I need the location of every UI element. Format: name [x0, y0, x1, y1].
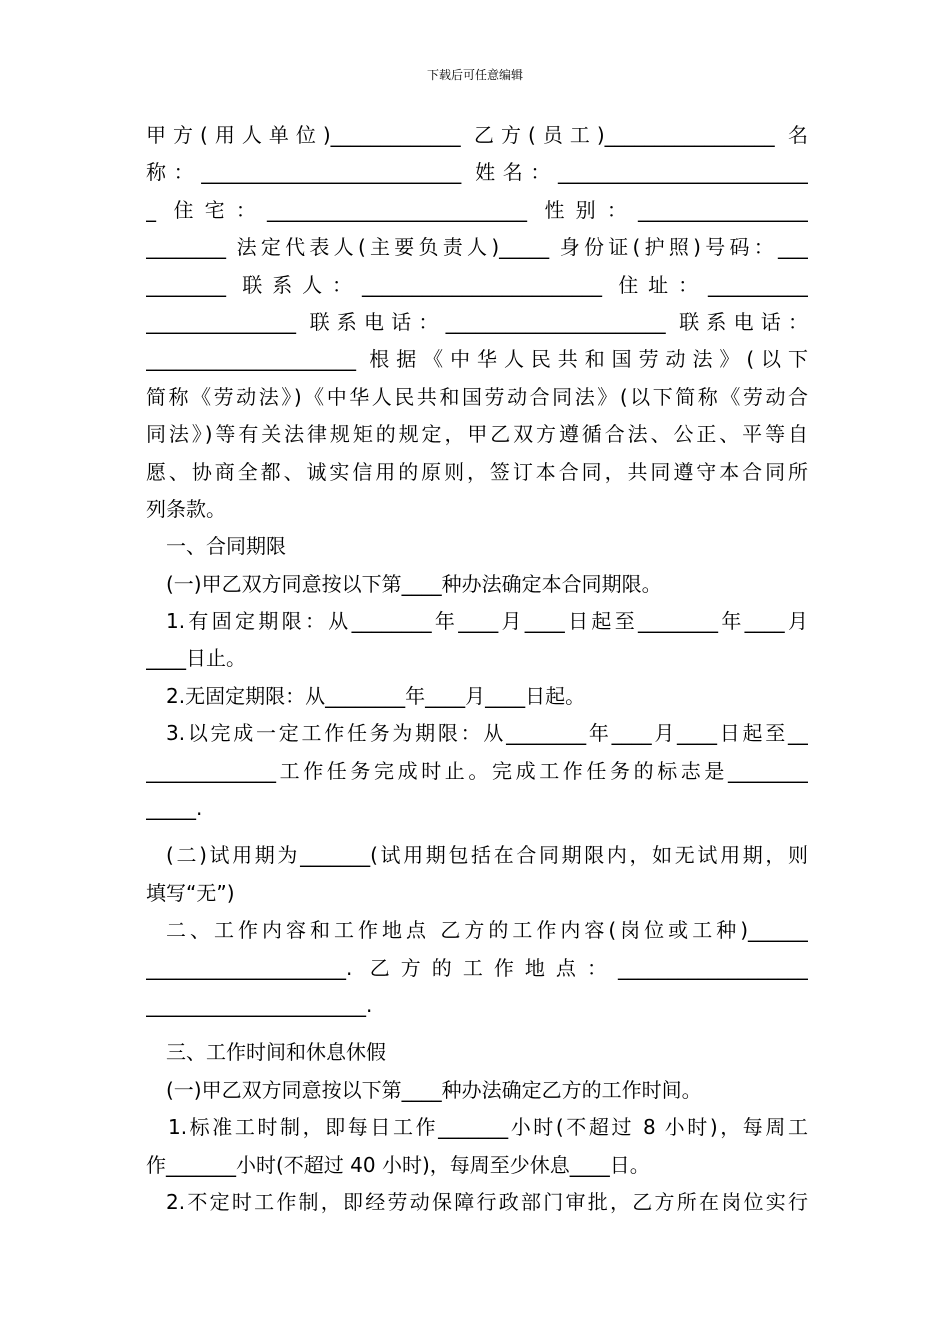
page-header: 下载后可任意编辑	[426, 68, 523, 82]
contract-body	[146, 117, 808, 1221]
text-line: 作_______小时(不超过 40 小时)，每周至少休息____日。	[146, 1152, 650, 1177]
text-line: ________ 联系人：________________________ 住址：__________	[146, 272, 808, 297]
text-line: ______________________.	[146, 992, 373, 1017]
section-heading: 二、工作内容和工作地点 乙方的工作内容(岗位或工种)______	[166, 918, 808, 943]
text-line: _______________ 联系电话：______________________ 联系电话：	[146, 309, 808, 334]
text-line: 同法》)等有关法律规矩的规定，甲乙双方遵循合法、公正、平等自	[146, 422, 808, 447]
text-line: 列条款。	[146, 496, 226, 521]
text-line: 愿、协商全都、诚实信用的原则，签订本合同，共同遵守本合同所	[146, 459, 808, 484]
text-line: 1.有固定期限：从________年____月____日起至________年____月	[166, 609, 808, 634]
section-heading: 三、工作时间和休息休假	[166, 1040, 386, 1065]
text-line: 2.无固定期限：从________年____月____日起。	[166, 683, 586, 708]
text-line: 1.标准工时制，即每日工作_______小时(不超过 8 小时)，每周工	[168, 1115, 808, 1140]
text-line: 称：__________________________ 姓名：_________________________	[146, 160, 808, 185]
text-line: 甲方(用人单位)_____________ 乙方(员工)_________________ 名	[146, 123, 808, 147]
text-line: ________ 法定代表人(主要负责人)_____ 身份证(护照)号码：___	[146, 235, 808, 260]
text-line: 2.不定时工作制，即经劳动保障行政部门审批，乙方所在岗位实行	[166, 1189, 808, 1214]
text-line: (二)试用期为_______(试用期包括在合同期限内，如无试用期，则	[166, 843, 808, 868]
text-line: (一)甲乙双方同意按以下第____种办法确定乙方的工作时间。	[166, 1077, 702, 1102]
text-line: 简称《劳动法》)《中华人民共和国劳动合同法》(以下简称《劳动合	[146, 384, 808, 409]
text-line: _ 住宅：__________________________ 性别：_________________	[146, 197, 808, 222]
section-heading: 一、合同期限	[166, 534, 286, 559]
text-line: _____.	[146, 796, 203, 821]
text-line: 3.以完成一定工作任务为期限：从________年____月____日起至__	[166, 721, 808, 746]
text-line: ____________________. 乙方的工作地点：___________________	[146, 955, 808, 980]
text-line: ____日止。	[146, 646, 246, 671]
text-line: (一)甲乙双方同意按以下第____种办法确定本合同期限。	[166, 571, 662, 596]
text-line: _____________________ 根据《中华人民共和国劳动法》(以下	[146, 347, 808, 372]
text-line: 填写“无”)	[146, 880, 235, 905]
text-line: _____________工作任务完成时止。完成工作任务的标志是________	[146, 758, 808, 783]
